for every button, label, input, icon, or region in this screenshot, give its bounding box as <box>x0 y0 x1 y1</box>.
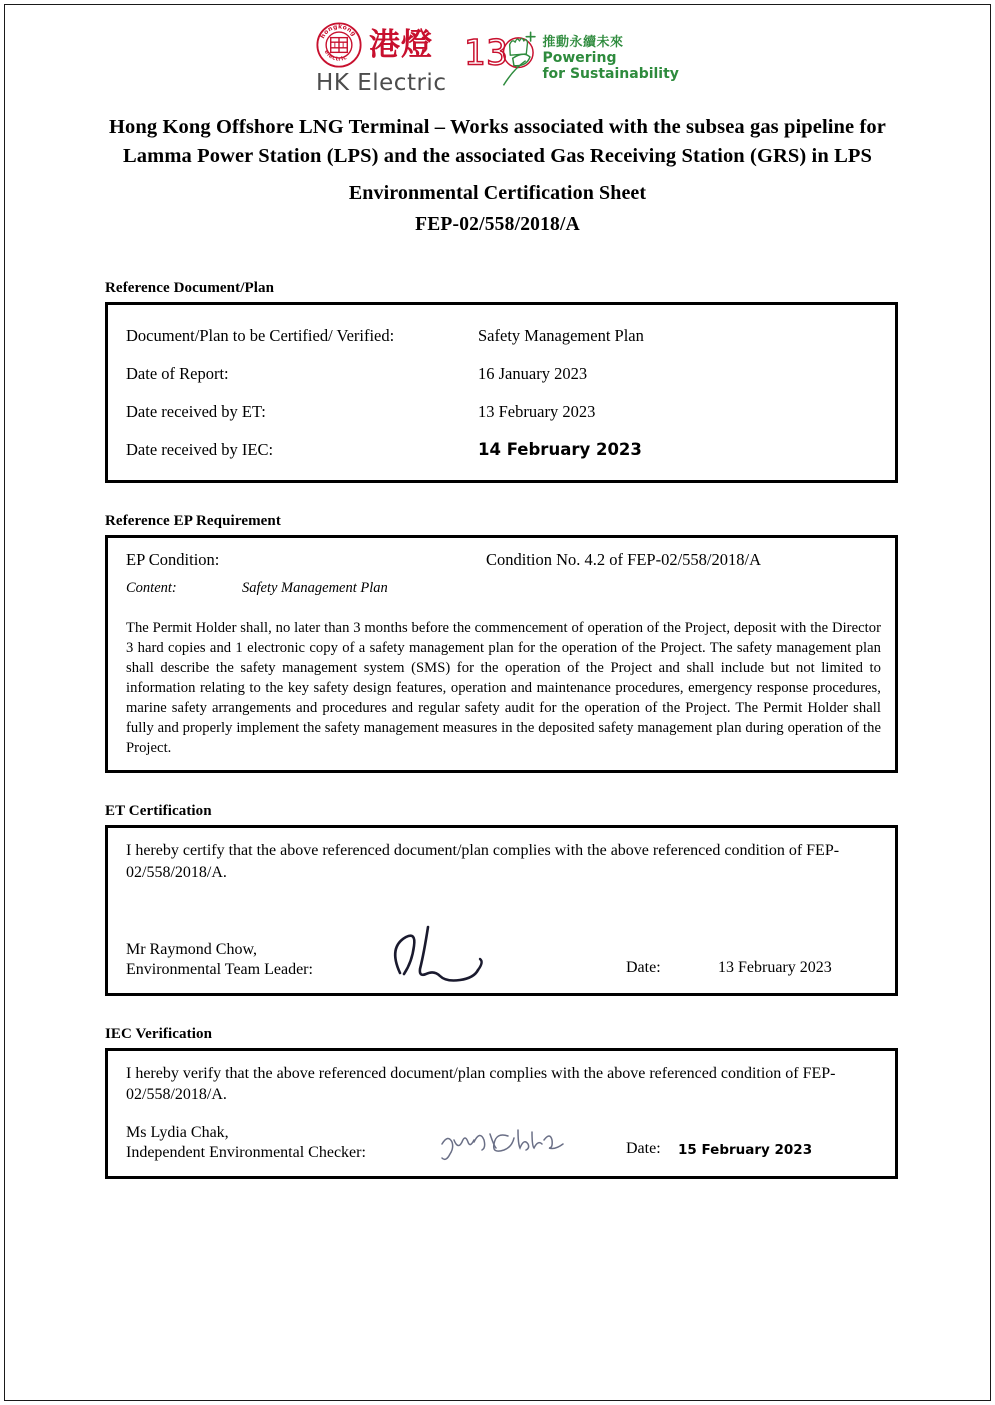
page-title: Hong Kong Offshore LNG Terminal – Works associated with the subsea gas pipeline for Lamma Power Station (LPS) and the associated Gas Receiving Station (GRS) in LPS <box>109 116 886 168</box>
et-signer-role: Environmental Team Leader: <box>126 961 313 979</box>
ep-content-value: Safety Management Plan <box>242 580 388 597</box>
anniversary-english-line1: Powering <box>542 50 617 67</box>
ep-condition-body-text: The Permit Holder shall, no later than 3 months before the commencement of operation of the Project, deposit with the Director 3 hard copies and 1 electronic copy of a safety management plan for the operation of the Project. The safety management plan shall describe the safety management system (SMS) for the operation of the Project and shall include but not limited to information relating to the key safety design features, operation and maintenance procedures, emergency response procedures, marine safety arrangements and procedures and regular safety audit for the operation of the Project. The Permit Holder shall fully and properly implement the safety management measures in the deposited safety management plan during operation of the Project. <box>126 619 881 757</box>
logo-header <box>5 5 990 97</box>
hk-electric-english-name: HK Electric <box>316 70 447 96</box>
reference-document-heading: Reference Document/Plan <box>105 280 275 297</box>
row-label: Date received by ET: <box>126 401 266 421</box>
et-certification-box <box>105 825 898 995</box>
ep-content-row <box>118 580 883 597</box>
et-certification-heading: ET Certification <box>105 803 212 820</box>
table-row <box>118 431 883 469</box>
iec-signature-area <box>376 1124 626 1164</box>
et-signer-name: Mr Raymond Chow, <box>126 940 257 958</box>
row-value-filled: 14 February 2023 <box>478 439 642 459</box>
row-label: Document/Plan to be Certified/ Verified: <box>126 326 395 346</box>
anniversary-130-logo <box>464 26 678 88</box>
row-value: 13 February 2023 <box>478 401 596 421</box>
row-value: Safety Management Plan <box>478 326 644 346</box>
et-certification-section <box>5 803 990 995</box>
reference-document-box <box>105 302 898 483</box>
document-reference-number: FEP-02/558/2018/A <box>415 214 580 236</box>
reference-ep-section <box>5 513 990 773</box>
hk-electric-logo <box>316 21 446 95</box>
et-signature-row <box>118 925 883 981</box>
et-signer-name-block <box>126 940 376 981</box>
table-row <box>118 393 883 431</box>
document-title-block <box>5 113 990 236</box>
iec-verification-box <box>105 1048 898 1179</box>
row-label: Date of Report: <box>126 364 229 384</box>
130-plus-leaf-icon <box>464 26 538 88</box>
iec-verification-heading: IEC Verification <box>105 1025 213 1042</box>
iec-signer-name: Ms Lydia Chak, <box>126 1123 229 1141</box>
ep-condition-value: Condition No. 4.2 of FEP-02/558/2018/A <box>486 550 762 570</box>
ep-condition-label: EP Condition: <box>126 550 220 570</box>
iec-date-value: 15 February 2023 <box>678 1141 813 1158</box>
ep-content-label: Content: <box>126 580 177 597</box>
et-date-value: 13 February 2023 <box>718 958 832 976</box>
anniversary-english-line2: for Sustainability <box>542 65 679 82</box>
hk-electric-seal-icon <box>316 22 362 68</box>
reference-document-table <box>118 317 883 468</box>
et-certification-statement: I hereby certify that the above referenced document/plan complies with the above referenced condition of FEP-02/558/2018/A. <box>126 842 840 881</box>
anniversary-chinese-tagline: 推動永續未來 <box>542 35 624 51</box>
et-signature-area <box>376 925 626 981</box>
reference-document-section <box>5 280 990 483</box>
iec-signer-name-block <box>126 1123 376 1164</box>
svg-text:electric: electric <box>322 49 349 63</box>
svg-text:hongkong: hongkong <box>319 23 358 40</box>
iec-verification-section <box>5 1026 990 1179</box>
document-page <box>4 4 991 1401</box>
et-date-label: Date: <box>626 958 661 976</box>
table-row <box>118 355 883 393</box>
iec-signer-role: Independent Environmental Checker: <box>126 1144 366 1162</box>
signature-icon <box>438 1126 573 1162</box>
iec-verification-statement: I hereby verify that the above referenced document/plan complies with the above referenced condition of FEP-02/558/2018/A. <box>126 1064 836 1103</box>
iec-date-label: Date: <box>626 1139 661 1157</box>
iec-signature-row <box>118 1123 883 1164</box>
signature-icon <box>380 923 510 985</box>
table-row <box>118 317 883 355</box>
document-subtitle: Environmental Certification Sheet <box>348 182 647 205</box>
reference-ep-box <box>105 535 898 773</box>
svg-text:13: 13 <box>464 33 509 74</box>
row-label: Date received by IEC: <box>126 439 274 459</box>
row-value: 16 January 2023 <box>478 364 588 384</box>
reference-ep-heading: Reference EP Requirement <box>105 513 281 530</box>
hk-electric-chinese-name: 港燈 <box>369 26 434 63</box>
ep-condition-row <box>118 550 883 570</box>
